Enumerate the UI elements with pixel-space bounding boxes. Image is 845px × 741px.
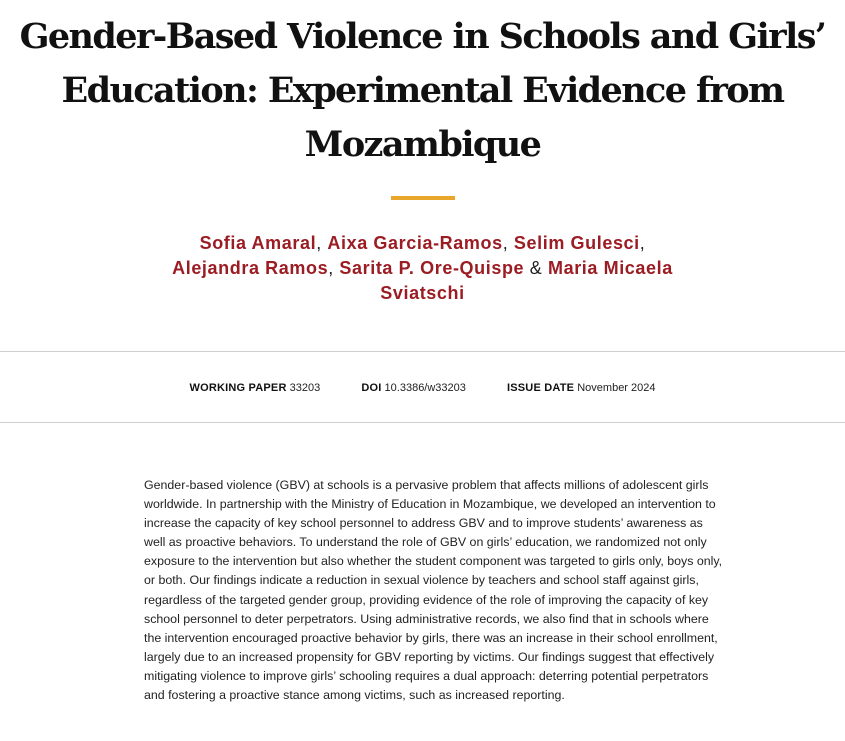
author-link[interactable]: Selim Gulesci bbox=[513, 233, 640, 253]
paper-meta-row bbox=[0, 381, 845, 395]
author-link[interactable]: Alejandra Ramos bbox=[172, 258, 329, 278]
paper-title-line: Mozambique bbox=[304, 124, 541, 165]
meta-value: November 2024 bbox=[577, 382, 656, 394]
author-separator: & bbox=[529, 258, 543, 278]
meta-value: 33203 bbox=[289, 382, 321, 394]
doi bbox=[361, 381, 466, 395]
author-separator: , bbox=[316, 233, 322, 253]
meta-label: WORKING PAPER bbox=[189, 382, 287, 394]
author-link[interactable]: Sviatschi bbox=[380, 283, 465, 303]
author-line bbox=[0, 256, 845, 281]
author-link[interactable]: Sarita P. Ore-Quispe bbox=[339, 258, 525, 278]
paper-title bbox=[0, 10, 845, 172]
author-separator: , bbox=[502, 233, 509, 253]
paper-title-line: Education: Experimental Evidence from bbox=[61, 70, 784, 111]
author-separator: , bbox=[639, 233, 646, 253]
author-list bbox=[0, 231, 845, 306]
author-line bbox=[0, 231, 845, 256]
abstract-text: Gender-based violence (GBV) at schools is a pervasive problem that affects millions of adolescent girls worldwide. In partnership with the Ministry of Education in Mozambique, we developed an intervention to increase the capacity of key school personnel to address GBV and to improve students’ awareness as well as proactive behaviors. To understand the role of GBV on girls’ education, we randomized not only exposure to the intervention but also whether the student component was targeted to girls only, boys only, or both. Our findings indicate a reduction in sexual violence by teachers and school staff against girls, regardless of the targeted gender group, providing evidence of the role of improving the capacity of key school personnel to deter perpetrators. Using administrative records, we also find that in schools where the intervention encouraged proactive behavior by girls, there was an increase in their school enrollment, largely due to an increased propensity for GBV reporting by victims. Our findings suggest that effectively mitigating violence to improve girls’ schooling requires a dual approach: deterring potential perpetrators and fostering a proactive stance among victims, such as increased reporting. bbox=[144, 478, 723, 703]
paper-title-line: Gender-Based Violence in Schools and Girls’ bbox=[19, 16, 826, 57]
meta-label: ISSUE DATE bbox=[506, 382, 575, 394]
author-link[interactable]: Aixa Garcia-Ramos bbox=[327, 233, 503, 253]
author-line bbox=[0, 281, 845, 306]
title-accent-bar bbox=[391, 196, 455, 200]
issue-date bbox=[507, 381, 656, 395]
working-paper-number bbox=[189, 381, 320, 395]
author-separator: , bbox=[328, 258, 334, 278]
paper-meta-band bbox=[0, 351, 845, 423]
author-link[interactable]: Sofia Amaral bbox=[199, 233, 317, 253]
author-link[interactable]: Maria Micaela bbox=[547, 258, 673, 278]
meta-label: DOI bbox=[361, 382, 382, 394]
meta-value: 10.3386/w33203 bbox=[384, 382, 466, 394]
